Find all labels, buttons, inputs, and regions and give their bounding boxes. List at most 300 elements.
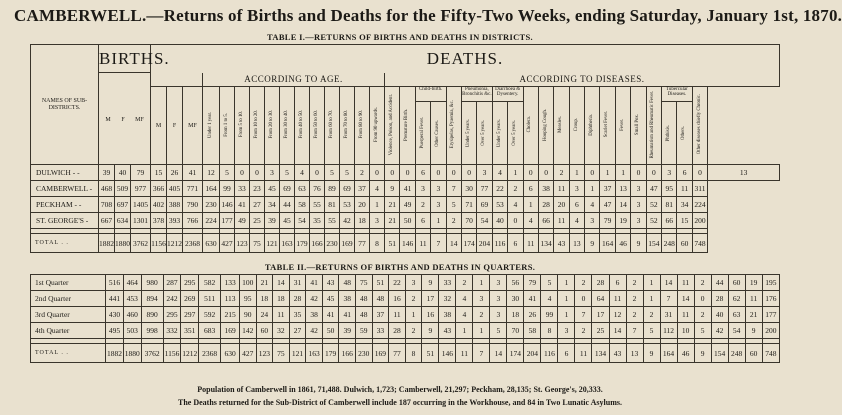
age-col-6: [295, 87, 310, 165]
total-cell: 748: [762, 344, 779, 363]
violence-col: [385, 87, 400, 165]
total-cell: 46: [677, 344, 694, 363]
table-cell: 41: [306, 275, 323, 291]
total-cell: 2368: [183, 234, 203, 253]
table-cell: 0: [385, 165, 400, 181]
table-cell: 393: [167, 213, 183, 229]
disease-header: ACCORDING TO DISEASES.: [385, 73, 780, 87]
table-cell: 14: [660, 275, 677, 291]
table-cell: 295: [181, 275, 199, 291]
table-cell: 75: [356, 275, 373, 291]
table-cell: 81: [662, 197, 677, 213]
table-cell: 6: [415, 213, 430, 229]
table-cell: 464: [123, 275, 141, 291]
table-cell: 3: [431, 197, 446, 213]
districts-table-header: [31, 45, 780, 165]
table-cell: 2: [446, 213, 461, 229]
total-cell: 248: [662, 234, 677, 253]
table-cell: 3: [631, 213, 646, 229]
table-cell: 1: [643, 275, 660, 291]
table-cell: 2: [626, 307, 643, 323]
table-cell: 12: [609, 307, 626, 323]
diarrhoea-group: [492, 87, 523, 165]
table-cell: 1: [405, 307, 422, 323]
table-cell: 133: [221, 275, 240, 291]
total-cell: 7: [431, 234, 446, 253]
table-cell: 10: [677, 323, 694, 339]
table-cell: 30: [507, 291, 524, 307]
table-cell: 4: [585, 197, 600, 213]
table-cell: 79: [131, 165, 151, 181]
total-cell: 169: [372, 344, 389, 363]
table-cell: 9: [422, 323, 439, 339]
total-cell: 1156: [163, 344, 181, 363]
total-cell: 11: [456, 344, 473, 363]
tubercular-group: [662, 87, 693, 165]
table-cell: 66: [662, 213, 677, 229]
age-col-0: [203, 87, 220, 165]
table-cell: 50: [322, 323, 339, 339]
table-row: [31, 275, 780, 291]
table-cell: 60: [728, 275, 745, 291]
table-cell: 19: [745, 275, 762, 291]
total-row: [31, 344, 780, 363]
total-cell: 134: [592, 344, 609, 363]
table-cell: 47: [600, 197, 615, 213]
table-cell: 0: [431, 165, 446, 181]
table-cell: 16: [422, 307, 439, 323]
table-cell: 55: [325, 213, 340, 229]
table-cell: 27: [289, 323, 306, 339]
disease-col-3-label: Croup.: [573, 117, 579, 132]
total-cell: 121: [265, 234, 280, 253]
table-cell: 0: [585, 165, 600, 181]
table-cell: 53: [340, 197, 355, 213]
table-cell: 0: [538, 165, 553, 181]
table-cell: 9: [745, 323, 762, 339]
table-cell: 28: [592, 275, 609, 291]
table-cell: 177: [220, 213, 235, 229]
table-cell: 22: [389, 275, 406, 291]
total-label: TOTAL . .: [31, 234, 99, 253]
table-cell: 20: [554, 197, 569, 213]
total-cell: 116: [541, 344, 558, 363]
table-cell: 54: [728, 323, 745, 339]
table-cell: 32: [273, 323, 290, 339]
total-cell: 9: [694, 344, 711, 363]
table-cell: 771: [183, 181, 203, 197]
age-col-5-label: From 30 to 40.: [283, 110, 289, 139]
table-cell: 13: [708, 165, 780, 181]
table-cell: 9: [422, 275, 439, 291]
table-cell: 48: [356, 291, 373, 307]
table-cell: 31: [660, 307, 677, 323]
total-cell: 1212: [181, 344, 199, 363]
table-cell: 366: [151, 181, 167, 197]
total-cell: 230: [356, 344, 373, 363]
total-cell: 166: [339, 344, 356, 363]
table-cell: 766: [183, 213, 203, 229]
table-cell: 177: [762, 307, 779, 323]
table-cell: 405: [167, 181, 183, 197]
total-cell: 1156: [151, 234, 167, 253]
table-cell: 0: [694, 291, 711, 307]
table-cell: 6: [677, 165, 692, 181]
table-cell: 41: [524, 291, 541, 307]
tubercular-group-title: Tubercular Diseases.: [662, 87, 692, 102]
table-cell: 7: [626, 323, 643, 339]
table-cell: 81: [325, 197, 340, 213]
table-cell: 7: [446, 181, 461, 197]
table-cell: 1: [473, 323, 490, 339]
page-title: CAMBERWELL.—Returns of Births and Deaths for the Fifty-Two Weeks, ending Saturday, January 1st, 1870.: [14, 6, 842, 25]
table-cell: 1: [558, 291, 575, 307]
table-cell: 3: [370, 213, 385, 229]
age-col-7: [310, 87, 325, 165]
total-cell: 8: [370, 234, 385, 253]
table-cell: 30: [461, 181, 476, 197]
table-cell: 40: [115, 165, 131, 181]
table-cell: 59: [356, 323, 373, 339]
table-cell: 15: [151, 165, 167, 181]
table-cell: 890: [141, 307, 163, 323]
deaths-col-mf: MF: [183, 87, 203, 165]
table-cell: 37: [372, 307, 389, 323]
table-cell: 63: [295, 181, 310, 197]
table-cell: 503: [123, 323, 141, 339]
table-cell: 11: [273, 307, 290, 323]
table-cell: 79: [524, 275, 541, 291]
total-cell: 179: [295, 234, 310, 253]
table-cell: 5: [280, 165, 295, 181]
table-cell: 14: [273, 275, 290, 291]
table-cell: 697: [115, 197, 131, 213]
table-cell: 441: [106, 291, 124, 307]
table-cell: 11: [677, 181, 692, 197]
table-cell: 20: [355, 197, 370, 213]
childbirth-group: [415, 87, 446, 165]
violence-col-label: Violence, Poison, and Accident.: [388, 93, 394, 156]
total-cell: 14: [490, 344, 507, 363]
table-cell: 99: [220, 181, 235, 197]
table-cell: 11: [677, 275, 694, 291]
table-cell: 388: [167, 197, 183, 213]
table-cell: 32: [439, 291, 456, 307]
table-cell: 47: [646, 181, 661, 197]
pneumonia-group-sub-0: Under 5 years.: [465, 118, 471, 148]
table-cell: 0: [646, 165, 661, 181]
total-cell: 43: [554, 234, 569, 253]
table-cell: 200: [762, 323, 779, 339]
table-cell: 42: [306, 323, 323, 339]
total-cell: 9: [631, 234, 646, 253]
table-cell: 14: [677, 291, 694, 307]
total-cell: 630: [203, 234, 220, 253]
table-cell: 14: [609, 323, 626, 339]
disease-col-1-label: Hooping Cough.: [542, 108, 548, 141]
table-cell: 3: [490, 307, 507, 323]
table-cell: 18: [273, 291, 290, 307]
table-cell: 28: [711, 291, 728, 307]
table-cell: 27: [250, 197, 265, 213]
total-cell: 630: [221, 344, 240, 363]
disease-col-0: [523, 87, 538, 165]
disease-col-8: [646, 87, 661, 165]
table-cell: 311: [692, 181, 707, 197]
table-cell: 70: [461, 213, 476, 229]
table-cell: 40: [492, 213, 507, 229]
age-col-8-label: From 60 to 70.: [328, 110, 334, 139]
table-cell: 35: [289, 307, 306, 323]
age-col-10: [355, 87, 370, 165]
table-cell: 31: [289, 275, 306, 291]
total-cell: 1882: [99, 234, 115, 253]
total-cell: 77: [389, 344, 406, 363]
table-cell: 15: [677, 213, 692, 229]
table-cell: 60: [256, 323, 273, 339]
table-cell: 460: [123, 307, 141, 323]
table-cell: 224: [203, 213, 220, 229]
age-col-11-label: From 90 upwards.: [373, 106, 379, 143]
total-cell: 2368: [199, 344, 221, 363]
table-cell: 1: [558, 275, 575, 291]
table-cell: 5: [446, 197, 461, 213]
table-cell: 269: [181, 291, 199, 307]
table-cell: 0: [575, 291, 592, 307]
table-cell: 142: [239, 323, 256, 339]
table-cell: 34: [677, 197, 692, 213]
table-cell: 3: [490, 275, 507, 291]
age-col-0-label: Under 1 year.: [207, 111, 213, 138]
table-cell: 3: [662, 165, 677, 181]
total-cell: 169: [340, 234, 355, 253]
table-cell: 295: [163, 307, 181, 323]
table-cell: 21: [385, 197, 400, 213]
table-cell: 5: [340, 165, 355, 181]
table-cell: 43: [439, 323, 456, 339]
table-cell: 48: [372, 291, 389, 307]
disease-col-4: [585, 87, 600, 165]
total-cell: 8: [405, 344, 422, 363]
table-cell: 2: [694, 275, 711, 291]
disease-col-6: [615, 87, 630, 165]
table-cell: 6: [609, 275, 626, 291]
table-cell: 2: [554, 165, 569, 181]
table-cell: 2: [626, 275, 643, 291]
deaths-col-f: F: [167, 87, 183, 165]
total-cell: 43: [609, 344, 626, 363]
table-cell: 1405: [131, 197, 151, 213]
total-cell: 123: [256, 344, 273, 363]
table-cell: 41: [339, 307, 356, 323]
table-cell: 215: [221, 307, 240, 323]
table-cell: 18: [256, 291, 273, 307]
table-row: [31, 181, 780, 197]
table-cell: 378: [151, 213, 167, 229]
age-col-6-label: From 40 to 50.: [298, 110, 304, 139]
table-cell: 14: [615, 197, 630, 213]
table-cell: 49: [235, 213, 250, 229]
total-cell: 164: [660, 344, 677, 363]
table-cell: 21: [256, 275, 273, 291]
total-cell: 248: [728, 344, 745, 363]
table-cell: 511: [199, 291, 221, 307]
names-header: NAMES OF SUB-DISTRICTS.: [31, 45, 99, 165]
total-cell: 174: [461, 234, 476, 253]
table-cell: 21: [385, 213, 400, 229]
table-cell: 48: [356, 307, 373, 323]
other-diseases-col-label: Other diseases chiefly Chronic.: [696, 94, 702, 155]
table-cell: 28: [389, 323, 406, 339]
table-cell: 0: [692, 165, 707, 181]
table-cell: 1301: [131, 213, 151, 229]
total-cell: 46: [615, 234, 630, 253]
table-cell: 51: [372, 275, 389, 291]
table-cell: 90: [239, 307, 256, 323]
table-cell: 5: [325, 165, 340, 181]
table-cell: 62: [728, 291, 745, 307]
table-cell: 43: [322, 275, 339, 291]
quarters-table: [30, 274, 780, 363]
table-cell: 683: [199, 323, 221, 339]
table-cell: 34: [265, 197, 280, 213]
table-cell: 69: [280, 181, 295, 197]
table-cell: 3: [490, 291, 507, 307]
row-name: ST. GEORGE'S -: [31, 213, 99, 229]
age-col-11: [370, 87, 385, 165]
births-col-mf: MF: [135, 117, 144, 123]
table-cell: 21: [745, 307, 762, 323]
table-cell: 8: [541, 323, 558, 339]
table-cell: 33: [235, 181, 250, 197]
table-cell: 54: [295, 213, 310, 229]
table-cell: 4: [456, 307, 473, 323]
table-cell: 0: [370, 165, 385, 181]
table-cell: 2: [456, 275, 473, 291]
disease-col-5-label: Scarlet Fever.: [604, 111, 610, 138]
age-col-2: [235, 87, 250, 165]
table-cell: 76: [310, 181, 325, 197]
row-name: CAMBERWELL -: [31, 181, 99, 197]
table-cell: 44: [280, 197, 295, 213]
age-col-10-label: From 80 to 90.: [358, 110, 364, 139]
table-cell: 1: [643, 291, 660, 307]
table-cell: 66: [538, 213, 553, 229]
quarters-table-body: [31, 275, 780, 363]
table-cell: 41: [183, 165, 203, 181]
table-cell: 4: [456, 291, 473, 307]
table-cell: 44: [711, 275, 728, 291]
table-row: [31, 291, 780, 307]
total-cell: 163: [280, 234, 295, 253]
total-cell: 60: [677, 234, 692, 253]
table-cell: 77: [477, 181, 492, 197]
total-cell: 116: [492, 234, 507, 253]
total-cell: 6: [558, 344, 575, 363]
table-cell: 5: [220, 165, 235, 181]
table-cell: 200: [692, 213, 707, 229]
districts-table-body: [31, 165, 780, 253]
row-name: 1st Quarter: [31, 275, 106, 291]
table-cell: 41: [235, 197, 250, 213]
table-cell: 7: [575, 307, 592, 323]
table-cell: 3: [477, 165, 492, 181]
table-cell: 1: [431, 213, 446, 229]
total-row: [31, 234, 780, 253]
disease-col-4-label: Diphtheria.: [588, 113, 594, 136]
deaths-header: DEATHS.: [151, 45, 780, 73]
total-cell: 13: [626, 344, 643, 363]
table-row: [31, 323, 780, 339]
table2-caption: TABLE II.—RETURNS OF BIRTHS AND DEATHS IN QUARTERS.: [264, 262, 536, 272]
total-cell: 146: [400, 234, 415, 253]
age-col-1-label: From 1 to 5.: [223, 112, 229, 137]
table-cell: 6: [569, 197, 584, 213]
table-cell: 582: [199, 275, 221, 291]
table-cell: 4: [295, 165, 310, 181]
table-cell: 146: [220, 197, 235, 213]
table-cell: 592: [199, 307, 221, 323]
total-cell: 9: [643, 344, 660, 363]
table-cell: 11: [677, 307, 694, 323]
total-cell: 75: [250, 234, 265, 253]
total-cell: 51: [422, 344, 439, 363]
table-cell: 977: [131, 181, 151, 197]
table-cell: 58: [524, 323, 541, 339]
table-cell: 70: [507, 323, 524, 339]
table-cell: 23: [250, 181, 265, 197]
table-cell: 6: [523, 181, 538, 197]
table-cell: 45: [265, 181, 280, 197]
table-cell: 42: [711, 323, 728, 339]
table-cell: 2: [473, 307, 490, 323]
table-cell: 4: [492, 165, 507, 181]
table-cell: 112: [660, 323, 677, 339]
total-cell: 60: [745, 344, 762, 363]
table-cell: 2: [415, 197, 430, 213]
total-cell: 11: [415, 234, 430, 253]
disease-col-3: [569, 87, 584, 165]
table-cell: 430: [106, 307, 124, 323]
table-cell: 16: [389, 291, 406, 307]
table1-caption: TABLE I.—RETURNS OF BIRTHS AND DEATHS IN DISTRICTS.: [267, 32, 533, 42]
table-cell: 1: [473, 275, 490, 291]
table-cell: 25: [592, 323, 609, 339]
total-cell: 121: [289, 344, 306, 363]
total-cell: 427: [220, 234, 235, 253]
births-col-m: M: [105, 117, 111, 123]
table-cell: 40: [711, 307, 728, 323]
table-cell: 45: [280, 213, 295, 229]
table-cell: 4: [541, 291, 558, 307]
workhouse-footnote: The Deaths returned for the Sub-District of Camberwell include 187 occurring in the Workhouse, and 84 in Two Lunatic Asylums.: [178, 398, 622, 407]
row-name: PECKHAM - -: [31, 197, 99, 213]
table-cell: 224: [692, 197, 707, 213]
age-col-3-label: From 10 to 20.: [253, 110, 259, 139]
diarrhoea-group-sub-1: Over 5 years.: [511, 120, 517, 146]
total-cell: 9: [585, 234, 600, 253]
table-cell: 169: [221, 323, 240, 339]
table-cell: 0: [631, 165, 646, 181]
table-cell: 41: [400, 181, 415, 197]
table-cell: 3: [585, 213, 600, 229]
total-cell: 154: [646, 234, 661, 253]
age-col-4-label: From 20 to 30.: [268, 110, 274, 139]
total-cell: 146: [439, 344, 456, 363]
table-cell: 11: [554, 213, 569, 229]
table-cell: 287: [163, 275, 181, 291]
table-cell: 3: [473, 291, 490, 307]
